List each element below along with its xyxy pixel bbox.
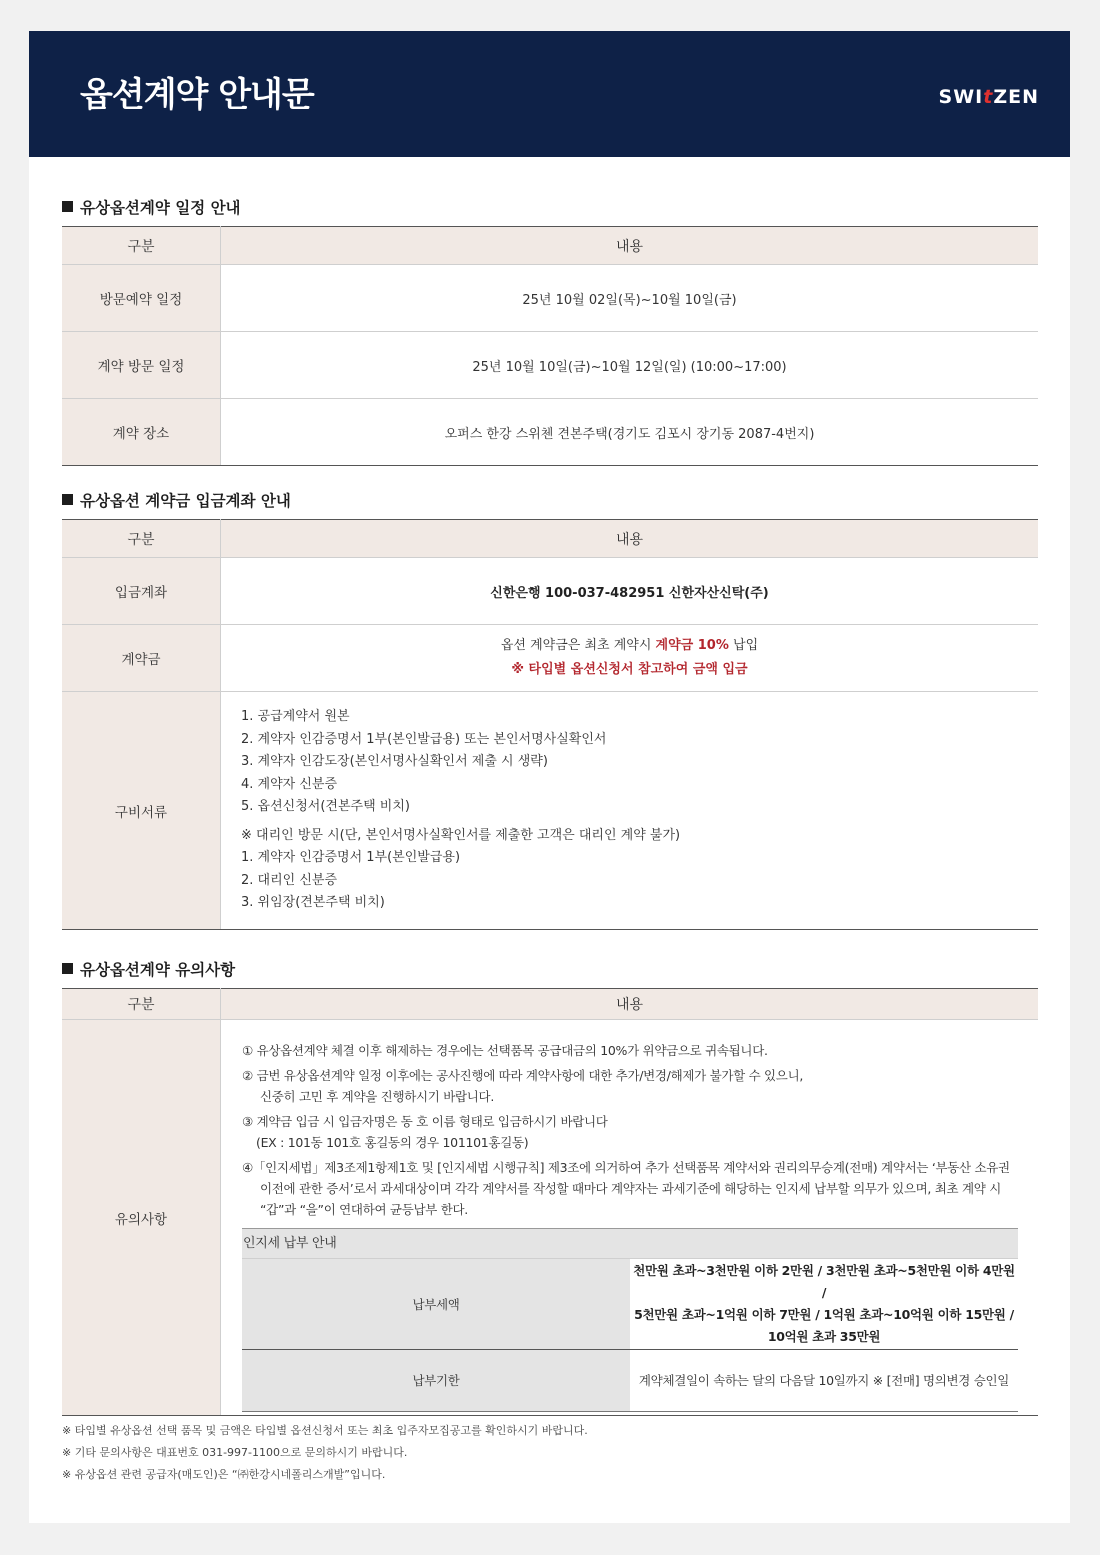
notice-page <box>29 31 1070 1523</box>
proxy-document-item: 3. 위임장(견본주택 비치) <box>241 895 385 911</box>
deposit-rate: 계약금 10% <box>655 638 729 653</box>
footnotes <box>62 1420 588 1486</box>
account-table <box>62 519 1038 930</box>
deposit-text: 옵션 계약금은 최초 계약시 <box>500 638 656 653</box>
row-label: 계약 장소 <box>62 399 221 466</box>
table-row <box>62 558 1038 625</box>
amount-line-2: 5천만원 초과~1억원 이하 7만원 / 1억원 초과~10억원 이하 15만원 / 10억원 초과 35만원 <box>634 1307 1014 1344</box>
caution-list <box>222 1040 1037 1220</box>
table-row <box>62 625 1038 692</box>
table-row <box>62 692 1038 930</box>
proxy-document-item: 2. 대리인 신분증 <box>241 872 338 888</box>
deposit-label: 계약금 <box>62 625 221 692</box>
caution-item-4a: ④「인지세법」제3조제1항제1호 및 [인지세법 시행규칙] 제3조에 의거하여 추가 선택품목 계약서와 권리의무승계(전매) 계약서는 ‘부동산 소유권 <box>242 1160 1010 1175</box>
footnote: ※ 기타 문의사항은 대표번호 031-997-1100으로 문의하시기 바랍니다. <box>62 1446 408 1459</box>
document-item: 3. 계약자 인감도장(본인서명사실확인서 제출 시 생략) <box>241 754 548 770</box>
deposit-info <box>221 625 1039 692</box>
square-bullet-icon <box>62 201 73 212</box>
proxy-document-item: 1. 계약자 인감증명서 1부(본인발급용) <box>241 850 461 866</box>
column-header-content: 내용 <box>221 520 1039 558</box>
logo-text-pre: SWI <box>938 86 984 108</box>
column-header-content: 내용 <box>221 227 1039 265</box>
column-header-category: 구분 <box>62 520 221 558</box>
caution-label: 유의사항 <box>62 1020 221 1416</box>
caution-item-1: ① 유상옵션계약 체결 이후 해제하는 경우에는 선택품목 공급대금의 10%가 위약금으로 귀속됩니다. <box>242 1043 768 1058</box>
table-row <box>242 1350 1018 1412</box>
proxy-document-item: ※ 대리인 방문 시(단, 본인서명사실확인서를 제출한 고객은 대리인 계약 불가) <box>241 827 681 843</box>
caution-content <box>221 1020 1039 1416</box>
square-bullet-icon <box>62 494 73 505</box>
caution-item-3b: (EX : 101동 101호 홍길동의 경우 101101홍길동) <box>256 1135 529 1150</box>
footnote: ※ 타입별 유상옵션 선택 품목 및 금액은 타입별 옵션신청서 또는 최초 입주자모집공고를 확인하시기 바랍니다. <box>62 1424 588 1437</box>
schedule-table <box>62 226 1038 466</box>
table-row <box>62 1020 1038 1416</box>
row-label: 계약 방문 일정 <box>62 332 221 399</box>
section-account-title-text: 유상옵션 계약금 입금계좌 안내 <box>80 492 291 510</box>
table-row <box>62 332 1038 399</box>
document-item: 2. 계약자 인감증명서 1부(본인발급용) 또는 본인서명사실확인서 <box>241 731 607 747</box>
switzen-logo <box>939 85 1039 109</box>
documents-label: 구비서류 <box>62 692 221 930</box>
square-bullet-icon <box>62 963 73 974</box>
amount-line-1: 천만원 초과~3천만원 이하 2만원 / 3천만원 초과~5천만원 이하 4만원 / <box>633 1263 1015 1300</box>
caution-item-4c: “갑”과 “을”이 연대하여 균등납부 한다. <box>260 1202 468 1217</box>
row-value: 오퍼스 한강 스위첸 견본주택(경기도 김포시 장기동 2087-4번지) <box>221 399 1039 466</box>
document-item: 5. 옵션신청서(견본주택 비치) <box>241 799 410 815</box>
caution-item-4b: 이전에 관한 증서’로서 과세대상이며 각각 계약서를 작성할 때마다 계약자는 과세기준에 해당하는 인지세 납부할 의무가 있으며, 최초 계약 시 <box>260 1181 1001 1196</box>
column-header-category: 구분 <box>62 227 221 265</box>
caution-item-2b: 신중히 고민 후 계약을 진행하시기 바랍니다. <box>260 1089 494 1104</box>
document-item: 1. 공급계약서 원본 <box>241 709 350 725</box>
row-value: 25년 10월 10일(금)~10월 12일(일) (10:00~17:00) <box>221 332 1039 399</box>
row-value: 25년 10월 02일(목)~10월 10일(금) <box>221 265 1039 332</box>
amount-value <box>630 1259 1018 1350</box>
stamp-tax-table <box>242 1228 1018 1412</box>
row-label: 방문예약 일정 <box>62 265 221 332</box>
caution-item-2a: ② 금번 유상옵션계약 일정 이후에는 공사진행에 따라 계약사항에 대한 추가/변경/해제가 불가할 수 있으니, <box>242 1068 804 1083</box>
table-row <box>62 265 1038 332</box>
stamp-tax-title: 인지세 납부 안내 <box>242 1229 1018 1259</box>
amount-label: 납부세액 <box>242 1259 630 1350</box>
column-header-content: 내용 <box>221 989 1039 1020</box>
table-row <box>62 399 1038 466</box>
logo-text-post: ZEN <box>993 86 1039 108</box>
deposit-line-1 <box>222 634 1037 658</box>
table-row <box>242 1259 1018 1350</box>
deadline-value: 계약체결일이 속하는 달의 다음달 10일까지 ※ [전매] 명의변경 승인일 <box>630 1350 1018 1412</box>
header-banner <box>29 31 1070 157</box>
account-label: 입금계좌 <box>62 558 221 625</box>
section-account-title <box>62 490 291 512</box>
account-number: 신한은행 100-037-482951 신한자산신탁(주) <box>221 558 1039 625</box>
deadline-label: 납부기한 <box>242 1350 630 1412</box>
deposit-text-end: 납입 <box>728 638 759 653</box>
deposit-line-2: ※ 타입별 옵션신청서 참고하여 금액 입금 <box>511 662 748 677</box>
page-title: 옵션계약 안내문 <box>80 75 314 115</box>
caution-item-3a: ③ 계약금 입금 시 입금자명은 동 호 이름 형태로 입금하시기 바랍니다 <box>242 1114 608 1129</box>
column-header-category: 구분 <box>62 989 221 1020</box>
section-caution-title <box>62 959 235 981</box>
logo-text-t: t <box>983 86 994 108</box>
documents-list <box>221 692 1039 930</box>
footnote: ※ 유상옵션 관련 공급자(매도인)은 “㈜한강시네폴리스개발”입니다. <box>62 1468 386 1481</box>
document-item: 4. 계약자 신분증 <box>241 776 338 792</box>
caution-table <box>62 988 1038 1416</box>
section-schedule-title-text: 유상옵션계약 일정 안내 <box>80 199 241 217</box>
section-caution-title-text: 유상옵션계약 유의사항 <box>80 961 236 979</box>
section-schedule-title <box>62 197 241 219</box>
